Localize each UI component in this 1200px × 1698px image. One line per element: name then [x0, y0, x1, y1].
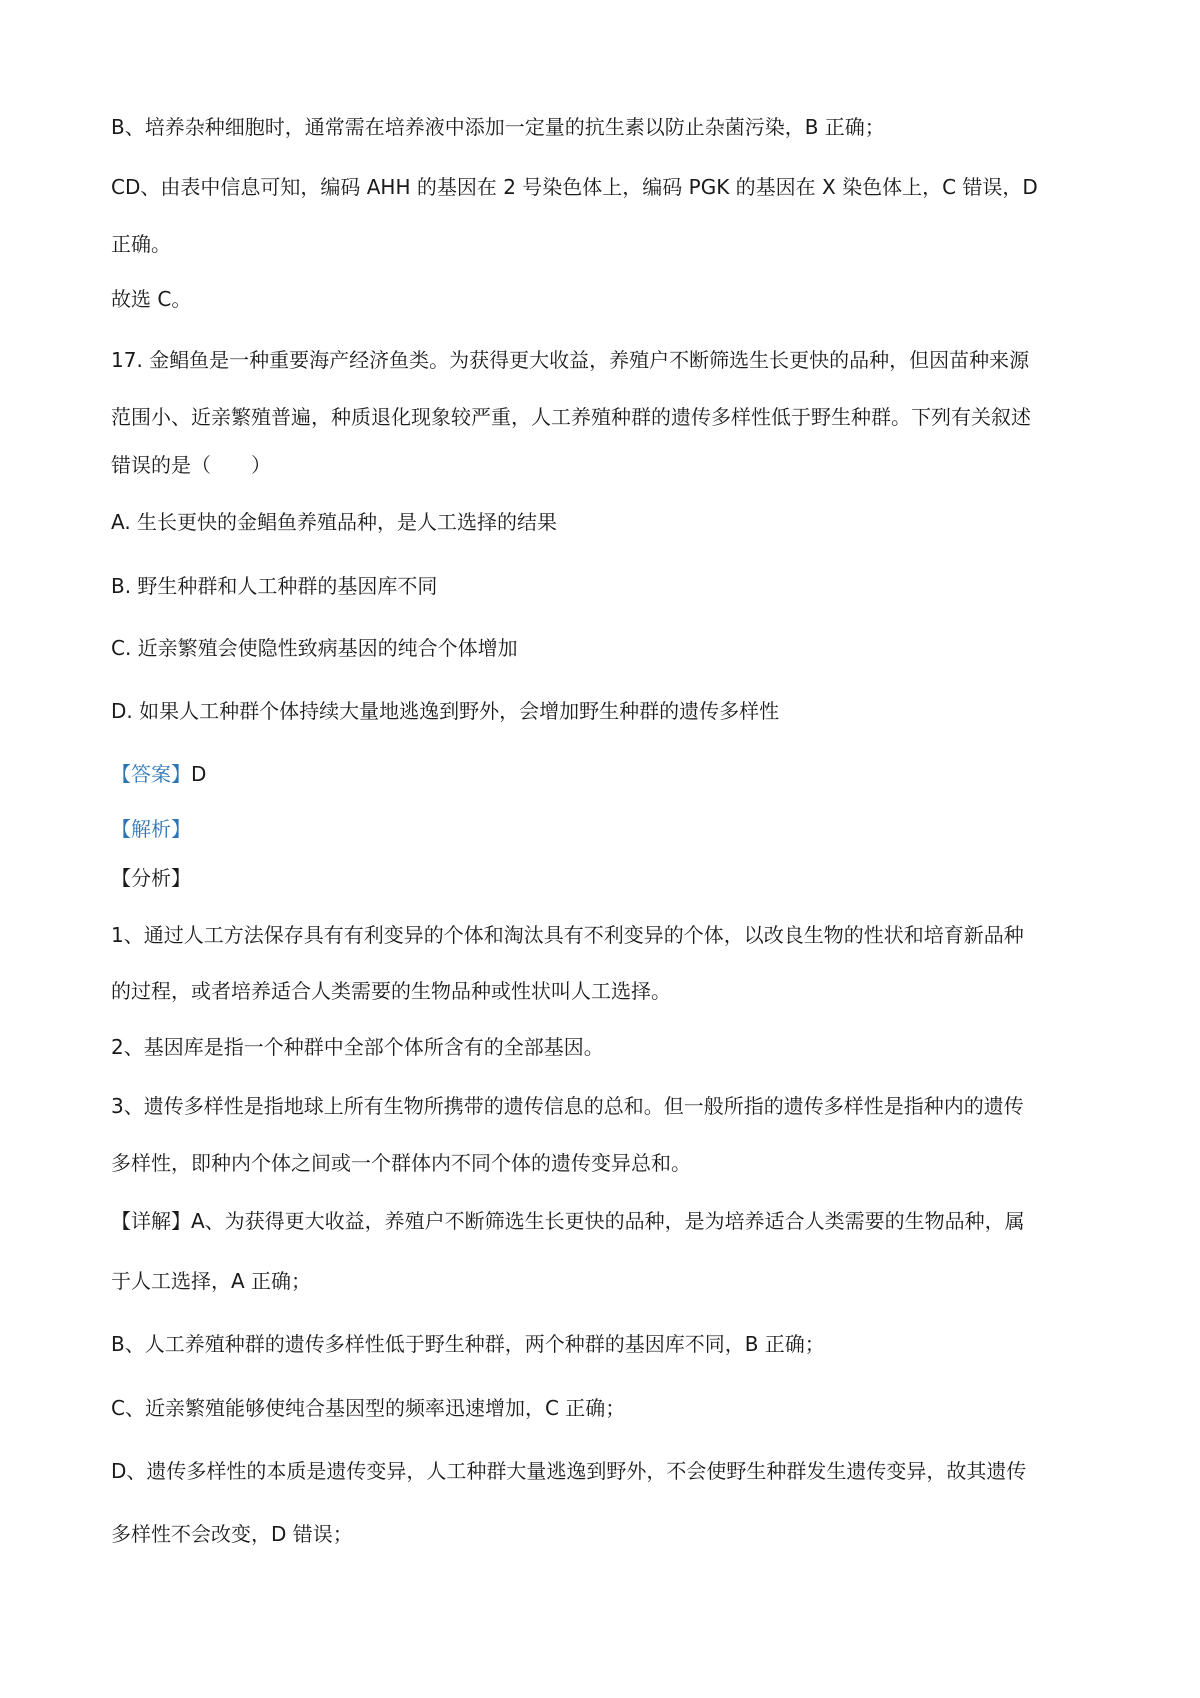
- answer-line: [111, 760, 1101, 788]
- detail-d-line1: D、遗传多样性的本质是遗传变异，人工种群大量逃逸到野外，不会使野生种群发生遗传变异，故其遗传: [111, 1459, 1027, 1483]
- detail-b: B、人工养殖种群的遗传多样性低于野生种群，两个种群的基因库不同，B 正确；: [111, 1332, 825, 1356]
- analysis-p3-line2: 多样性，即种内个体之间或一个群体内不同个体的遗传变异总和。: [111, 1151, 691, 1175]
- explanation-label: 【解析】: [111, 817, 191, 841]
- option-a: A. 生长更快的金鲳鱼养殖品种，是人工选择的结果: [111, 510, 558, 534]
- option-d: D. 如果人工种群个体持续大量地逃逸到野外，会增加野生种群的遗传多样性: [111, 699, 780, 723]
- analysis-p2: 2、基因库是指一个种群中全部个体所含有的全部基因。: [111, 1035, 604, 1059]
- prev-analysis-conclusion: 故选 C。: [111, 287, 192, 311]
- option-b: B. 野生种群和人工种群的基因库不同: [111, 574, 438, 598]
- option-c: C. 近亲繁殖会使隐性致病基因的纯合个体增加: [111, 636, 518, 660]
- question-stem-line2: 范围小、近亲繁殖普遍，种质退化现象较严重，人工养殖种群的遗传多样性低于野生种群。下列有关叙述: [111, 405, 1031, 429]
- analysis-p1-line2: 的过程，或者培养适合人类需要的生物品种或性状叫人工选择。: [111, 979, 671, 1003]
- prev-analysis-b: B、培养杂种细胞时，通常需在培养液中添加一定量的抗生素以防止杂菌污染，B 正确；: [111, 115, 885, 139]
- prev-analysis-cd-line1: CD、由表中信息可知，编码 AHH 的基因在 2 号染色体上，编码 PGK 的基因在 X 染色体上，C 错误，D: [111, 175, 1038, 199]
- answer-label: 【答案】: [111, 762, 191, 786]
- detail-a-line1: [111, 1207, 1101, 1235]
- detail-d-line2: 多样性不会改变，D 错误；: [111, 1522, 353, 1546]
- prev-analysis-cd-line2: 正确。: [111, 232, 171, 256]
- question-stem-line3: 错误的是（ ）: [111, 453, 271, 477]
- answer-value: D: [191, 762, 207, 786]
- analysis-p1-line1: 1、通过人工方法保存具有有利变异的个体和淘汰具有不利变异的个体，以改良生物的性状和培育新品种: [111, 923, 1024, 947]
- detail-c: C、近亲繁殖能够使纯合基因型的频率迅速增加，C 正确；: [111, 1396, 626, 1420]
- analysis-label: 【分析】: [111, 866, 191, 890]
- detail-a-text: A、为获得更大收益，养殖户不断筛选生长更快的品种，是为培养适合人类需要的生物品种，属: [191, 1209, 1025, 1233]
- detail-a-line2: 于人工选择，A 正确；: [111, 1269, 312, 1293]
- detail-label: 【详解】: [111, 1209, 191, 1233]
- analysis-p3-line1: 3、遗传多样性是指地球上所有生物所携带的遗传信息的总和。但一般所指的遗传多样性是指种内的遗传: [111, 1094, 1024, 1118]
- question-stem-line1: 17. 金鲳鱼是一种重要海产经济鱼类。为获得更大收益，养殖户不断筛选生长更快的品种，但因苗种来源: [111, 348, 1030, 372]
